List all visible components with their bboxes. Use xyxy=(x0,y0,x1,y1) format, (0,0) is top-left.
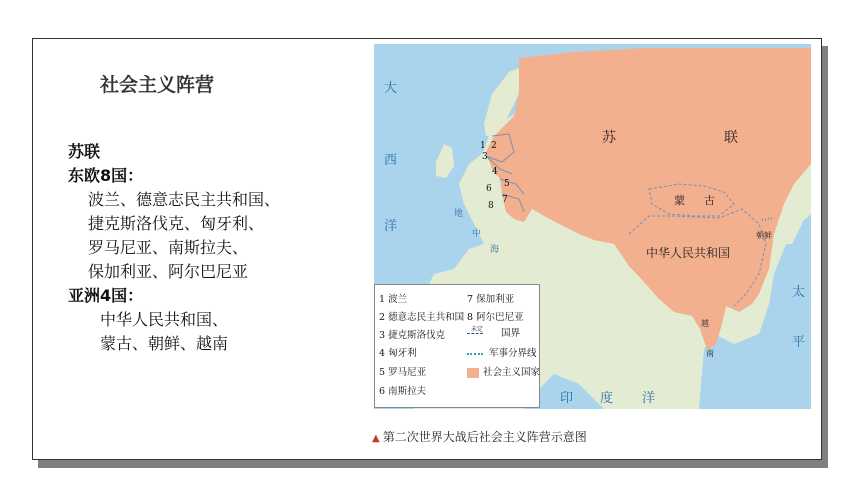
map-label-korea: 朝鲜 xyxy=(756,231,772,240)
legend-socialist-label: 社会主义国家 xyxy=(483,367,541,378)
legend-item-6: 6 南斯拉夫 xyxy=(379,386,427,397)
east-europe-line-2: 捷克斯洛伐克、匈牙利、 xyxy=(88,214,265,233)
map-number-3-label: 3 xyxy=(482,152,488,162)
east-europe-heading: 东欧8国： xyxy=(68,166,144,185)
legend-item-4: 4 匈牙利 xyxy=(379,348,417,359)
legend-item-1: 1 波兰 xyxy=(379,294,408,305)
legend-item-8: 8 阿尔巴尼亚 xyxy=(467,312,524,323)
map-number-7-label: 7 xyxy=(502,195,508,205)
map-number-2-label: 2 xyxy=(491,141,497,151)
socialist-swatch-icon xyxy=(467,368,479,378)
map-number-1-label: 1 xyxy=(480,141,486,151)
asia-line-1: 中华人民共和国、 xyxy=(100,310,229,329)
map-label-indian-1: 印 xyxy=(560,391,574,406)
legend-military-label: 军事分界线 xyxy=(489,348,537,359)
legend-item-2: 2 德意志民主共和国 xyxy=(379,312,465,323)
map-legend xyxy=(374,284,540,408)
legend-item-7: 7 保加利亚 xyxy=(467,294,515,305)
slide-title: 社会主义阵营 xyxy=(100,74,215,96)
map-number-8-label: 8 xyxy=(488,201,494,211)
map-label-prc: 中华人民共和国 xyxy=(646,246,731,260)
east-europe-line-3: 罗马尼亚、南斯拉夫、 xyxy=(88,238,249,257)
map-label-vietnam-2: 南 xyxy=(706,349,714,358)
legend-item-5: 5 罗马尼亚 xyxy=(379,367,427,378)
map-label-med-1: 地 xyxy=(454,209,464,219)
military-line-icon xyxy=(467,353,483,355)
map-label-mongolia-1: 蒙 xyxy=(674,194,685,207)
legend-item-3: 3 捷克斯洛伐克 xyxy=(379,330,446,341)
map-label-med-3: 海 xyxy=(490,245,500,255)
legend-socialist xyxy=(467,364,540,378)
map-caption-text: 第二次世界大战后社会主义阵营示意图 xyxy=(382,430,587,444)
map-label-med-2: 中 xyxy=(472,229,482,239)
legend-military xyxy=(467,345,537,359)
east-europe-line-1: 波兰、德意志民主共和国、 xyxy=(88,190,281,209)
map-number-6-label: 6 xyxy=(486,184,492,194)
soviet-heading: 苏联 xyxy=(68,142,101,161)
triangle-icon: ▲ xyxy=(372,433,380,444)
map-label-atlantic-3: 洋 xyxy=(384,219,398,234)
map-label-vietnam-1: 越 xyxy=(701,319,709,328)
map-number-5-label: 5 xyxy=(504,179,510,189)
map-label-atlantic-2: 西 xyxy=(384,153,398,168)
map-caption xyxy=(372,428,587,445)
legend-border-label: 国界 xyxy=(501,328,521,339)
map-label-su: 苏 xyxy=(602,130,616,146)
border-line-icon xyxy=(467,333,483,334)
map-label-pacific-1: 太 xyxy=(792,285,806,300)
asia-heading: 亚洲4国： xyxy=(68,286,144,305)
map-label-indian-3: 洋 xyxy=(642,391,656,406)
east-europe-line-4: 保加利亚、阿尔巴尼亚 xyxy=(88,262,249,281)
map-number-4-label: 4 xyxy=(492,167,498,177)
map-label-indian-2: 度 xyxy=(600,391,614,406)
legend-border xyxy=(467,325,520,339)
asia-line-2: 蒙古、朝鲜、越南 xyxy=(100,334,229,353)
map-label-lian: 联 xyxy=(724,130,738,146)
map-label-atlantic-1: 大 xyxy=(384,81,398,96)
country-list xyxy=(68,140,280,356)
map-label-pacific-2: 平 xyxy=(792,335,806,350)
map-label-mongolia-2: 古 xyxy=(704,194,715,207)
legend-border-undetermined: 未定 xyxy=(471,326,484,333)
